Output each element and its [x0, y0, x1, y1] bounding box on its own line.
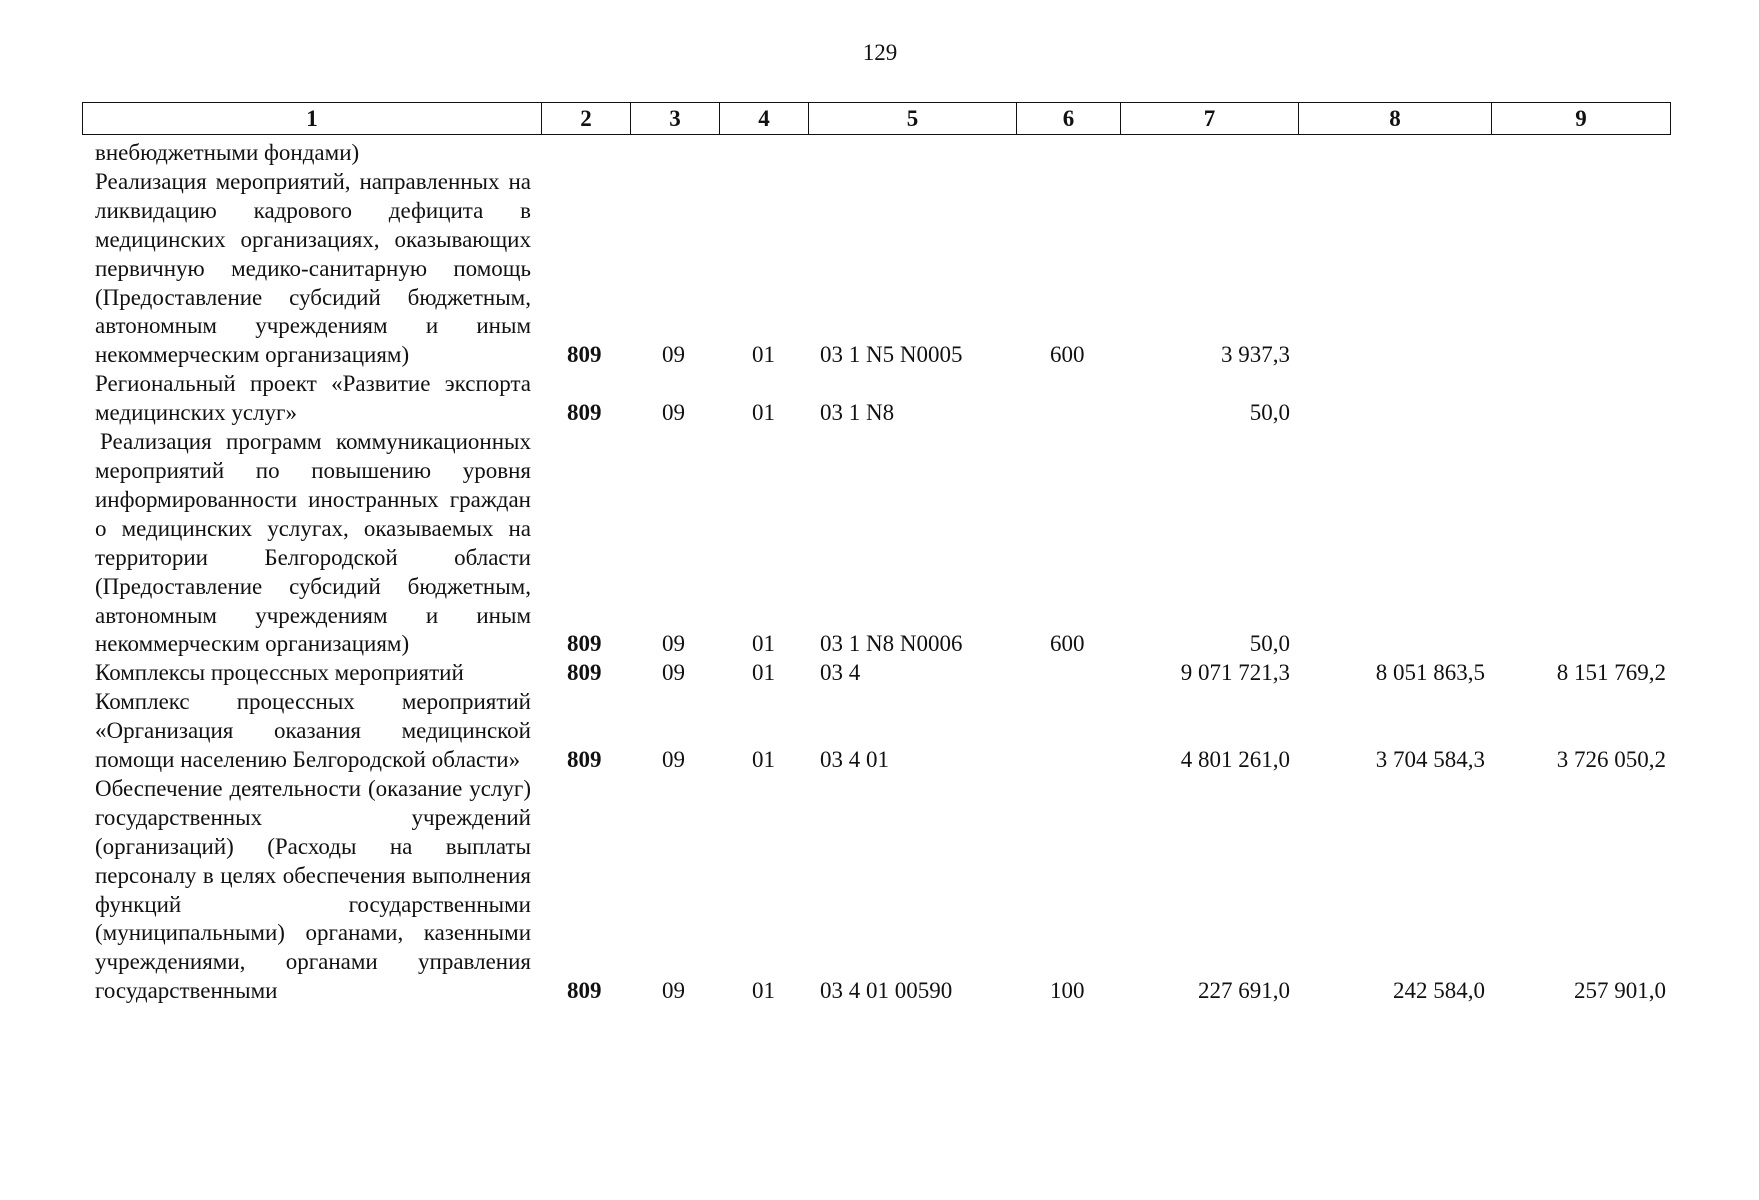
cell-type: 600 — [1050, 631, 1085, 657]
table-body — [0, 139, 1760, 1006]
cell-type: 100 — [1050, 978, 1085, 1004]
cell-sum-2: 8 051 863,5 — [1375, 660, 1485, 686]
cell-sum-1: 9 071 721,3 — [1180, 660, 1290, 686]
row-description: внебюджетными фондами) — [95, 140, 360, 165]
cell-sum-1: 3 937,3 — [1221, 342, 1290, 368]
column-header-7: 7 — [1121, 103, 1299, 135]
table-row — [0, 139, 1760, 168]
column-header-1: 1 — [83, 103, 542, 135]
cell-sum-1: 50,0 — [1249, 631, 1290, 657]
column-header-5: 5 — [809, 103, 1017, 135]
cell-target: 03 1 N8 — [820, 400, 895, 426]
cell-subsection: 01 — [752, 631, 775, 657]
cell-section: 09 — [662, 342, 685, 368]
row-description: Обеспечение деятельности (оказание услуг) государственных учреждений (организаций) (Расходы на выплаты персоналу в целях обеспечения выполнения функций государственными (муниципальными) органами, казенными учреждениями, органами управления государственными — [95, 775, 531, 1004]
cell-code: 809 — [567, 747, 602, 773]
cell-target: 03 4 01 00590 — [820, 978, 953, 1004]
cell-sum-2: 3 704 584,3 — [1375, 747, 1485, 773]
row-description: Реализация мероприятий, направленных на ликвидацию кадрового дефицита в медицинских организациях, оказывающих первичную медико-санитарную помощь (Предоставление субсидий бюджетным, автономным учреждениям и иным некоммерческим организациям) — [95, 168, 531, 368]
cell-code: 809 — [567, 631, 602, 657]
cell-subsection: 01 — [752, 342, 775, 368]
cell-target: 03 1 N5 N0005 — [820, 342, 963, 368]
cell-section: 09 — [662, 660, 685, 686]
table-row — [0, 688, 1760, 775]
cell-sum-2: 242 584,0 — [1393, 978, 1485, 1004]
table-header — [82, 102, 1671, 135]
column-header-2: 2 — [542, 103, 631, 135]
cell-sum-1: 227 691,0 — [1198, 978, 1290, 1004]
cell-section: 09 — [662, 747, 685, 773]
cell-sum-1: 4 801 261,0 — [1180, 747, 1290, 773]
row-description — [95, 428, 531, 659]
cell-code: 809 — [567, 342, 602, 368]
cell-section: 09 — [662, 400, 685, 426]
column-header-3: 3 — [631, 103, 720, 135]
table-row — [0, 428, 1760, 659]
cell-target: 03 4 01 — [820, 747, 889, 773]
table-row — [0, 775, 1760, 1006]
cell-target: 03 4 — [820, 660, 861, 686]
table-row — [0, 659, 1760, 688]
cell-sum-1: 50,0 — [1249, 400, 1290, 426]
column-header-9: 9 — [1492, 103, 1671, 135]
row-description-text: Реализация программ коммуникационных мероприятий по повышению уровня информированности иностранных граждан о медицинских услугах, оказываемых на территории Белгородской области (Предоставление субсидий бюджетным, автономным учреждениям и иным некоммерческим организациям) — [95, 429, 531, 657]
cell-code: 809 — [567, 400, 602, 426]
column-header-4: 4 — [720, 103, 809, 135]
column-header-8: 8 — [1299, 103, 1492, 135]
page-number: 129 — [862, 40, 898, 65]
cell-sum-3: 257 901,0 — [1574, 978, 1666, 1004]
row-description: Комплексы процессных мероприятий — [95, 660, 464, 686]
table-row — [0, 370, 1760, 428]
cell-code: 809 — [567, 660, 602, 686]
cell-subsection: 01 — [752, 747, 775, 773]
cell-sum-3: 8 151 769,2 — [1556, 660, 1666, 686]
cell-subsection: 01 — [752, 400, 775, 426]
cell-section: 09 — [662, 978, 685, 1004]
table-row — [0, 168, 1760, 370]
column-header-6: 6 — [1017, 103, 1121, 135]
cell-section: 09 — [662, 631, 685, 657]
row-description: Региональный проект «Развитие экспорта медицинских услуг» — [95, 371, 531, 426]
row-description: Комплекс процессных мероприятий «Организация оказания медицинской помощи населению Белгородской области» — [95, 689, 531, 773]
cell-sum-3: 3 726 050,2 — [1556, 747, 1666, 773]
cell-target: 03 1 N8 N0006 — [820, 631, 963, 657]
cell-type: 600 — [1050, 342, 1085, 368]
cell-code: 809 — [567, 978, 602, 1004]
cell-subsection: 01 — [752, 660, 775, 686]
cell-subsection: 01 — [752, 978, 775, 1004]
